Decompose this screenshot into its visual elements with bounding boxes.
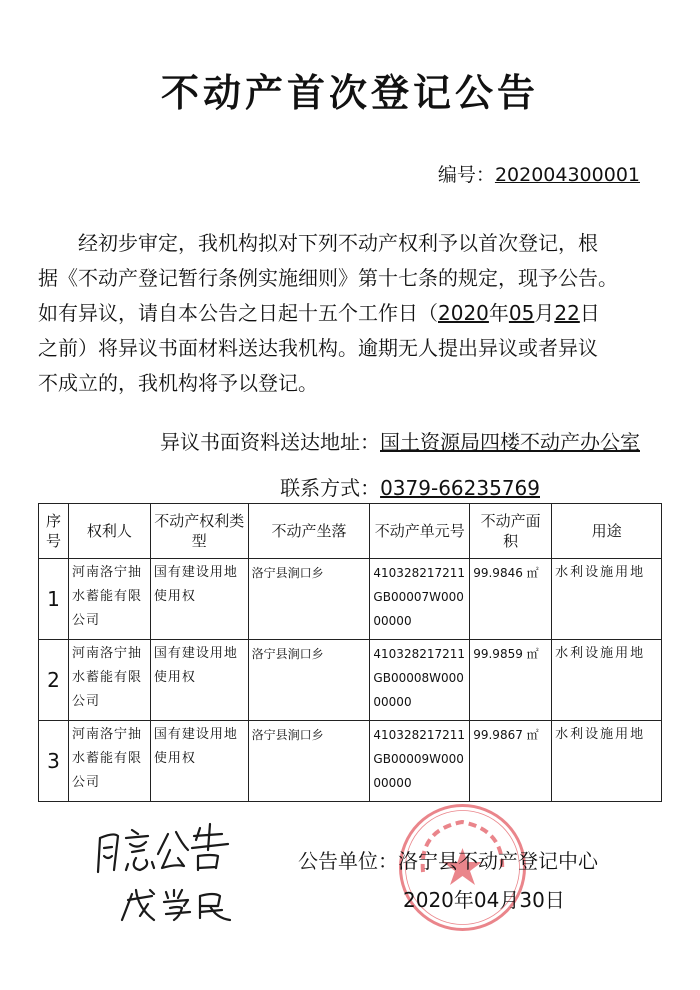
- cell-right-type: 国有建设用地使用权: [150, 721, 248, 802]
- body-line-4: 之前）将异议书面材料送达我机构。逾期无人提出异议或者异议: [38, 336, 598, 360]
- contact-info: [280, 472, 540, 501]
- issue-year: 2020: [403, 888, 454, 912]
- header-no: 序号: [39, 504, 69, 559]
- cell-unit-no: 410328217211GB00009W00000000: [370, 721, 470, 802]
- objection-address: [160, 426, 640, 455]
- address-label: 异议书面资料送达地址：: [160, 430, 380, 454]
- cell-area: 99.9859 ㎡: [470, 640, 552, 721]
- announcement-body: [38, 226, 660, 401]
- issue-day: 30: [519, 888, 545, 912]
- cell-unit-no: 410328217211GB00007W00000000: [370, 559, 470, 640]
- header-area: 不动产面积: [470, 504, 552, 559]
- header-right-type: 不动产权利类型: [150, 504, 248, 559]
- header-location: 不动产坐落: [248, 504, 370, 559]
- table-header-row: [39, 504, 662, 559]
- cell-unit-no: 410328217211GB00008W00000000: [370, 640, 470, 721]
- cell-owner: 河南洛宁抽水蓄能有限公司: [68, 559, 150, 640]
- cell-no: 1: [39, 559, 69, 640]
- header-use: 用途: [552, 504, 662, 559]
- cell-area: 99.9846 ㎡: [470, 559, 552, 640]
- handwritten-signature: [92, 820, 242, 930]
- cell-owner: 河南洛宁抽水蓄能有限公司: [68, 721, 150, 802]
- document-number-label: 编号：: [437, 164, 495, 186]
- cell-no: 2: [39, 640, 69, 721]
- table-row: [39, 721, 662, 802]
- header-unit-no: 不动产单元号: [370, 504, 470, 559]
- cell-location: 洛宁县涧口乡: [248, 640, 370, 721]
- cell-use: 水利设施用地: [552, 721, 662, 802]
- cell-location: 洛宁县涧口乡: [248, 559, 370, 640]
- body-line-2: 据《不动产登记暂行条例实施细则》第十七条的规定，现予公告。: [38, 266, 618, 290]
- cell-owner: 河南洛宁抽水蓄能有限公司: [68, 640, 150, 721]
- cell-right-type: 国有建设用地使用权: [150, 559, 248, 640]
- document-number-value: 202004300001: [494, 164, 640, 186]
- address-value: 国土资源局四楼不动产办公室: [380, 430, 640, 454]
- cell-right-type: 国有建设用地使用权: [150, 640, 248, 721]
- issuer-value: 洛宁县不动产登记中心: [398, 849, 598, 873]
- deadline-day: 22: [554, 301, 580, 325]
- issuer-label: 公告单位：: [298, 849, 398, 873]
- body-line-1: 经初步审定，我机构拟对下列不动产权利予以首次登记，根: [78, 231, 598, 255]
- issue-date: 2020年04月30日: [403, 888, 565, 912]
- header-owner: 权利人: [68, 504, 150, 559]
- cell-no: 3: [39, 721, 69, 802]
- body-line-3: 如有异议，请自本公告之日起十五个工作日（2020年05月22日: [38, 301, 600, 325]
- cell-use: 水利设施用地: [552, 559, 662, 640]
- deadline-month: 05: [508, 301, 535, 325]
- body-line-5: 不成立的，我机构将予以登记。: [38, 371, 318, 395]
- contact-label: 联系方式：: [280, 476, 381, 500]
- document-number: [438, 160, 640, 187]
- page-title: 不动产首次登记公告: [160, 71, 539, 115]
- registration-table: [38, 503, 662, 802]
- issue-month: 04: [473, 888, 500, 912]
- cell-use: 水利设施用地: [552, 640, 662, 721]
- cell-location: 洛宁县涧口乡: [248, 721, 370, 802]
- table-row: [39, 559, 662, 640]
- cell-area: 99.9867 ㎡: [470, 721, 552, 802]
- contact-value: 0379-66235769: [380, 476, 540, 500]
- deadline-year: 2020: [438, 301, 489, 325]
- table-row: [39, 640, 662, 721]
- issuing-unit: [298, 845, 598, 874]
